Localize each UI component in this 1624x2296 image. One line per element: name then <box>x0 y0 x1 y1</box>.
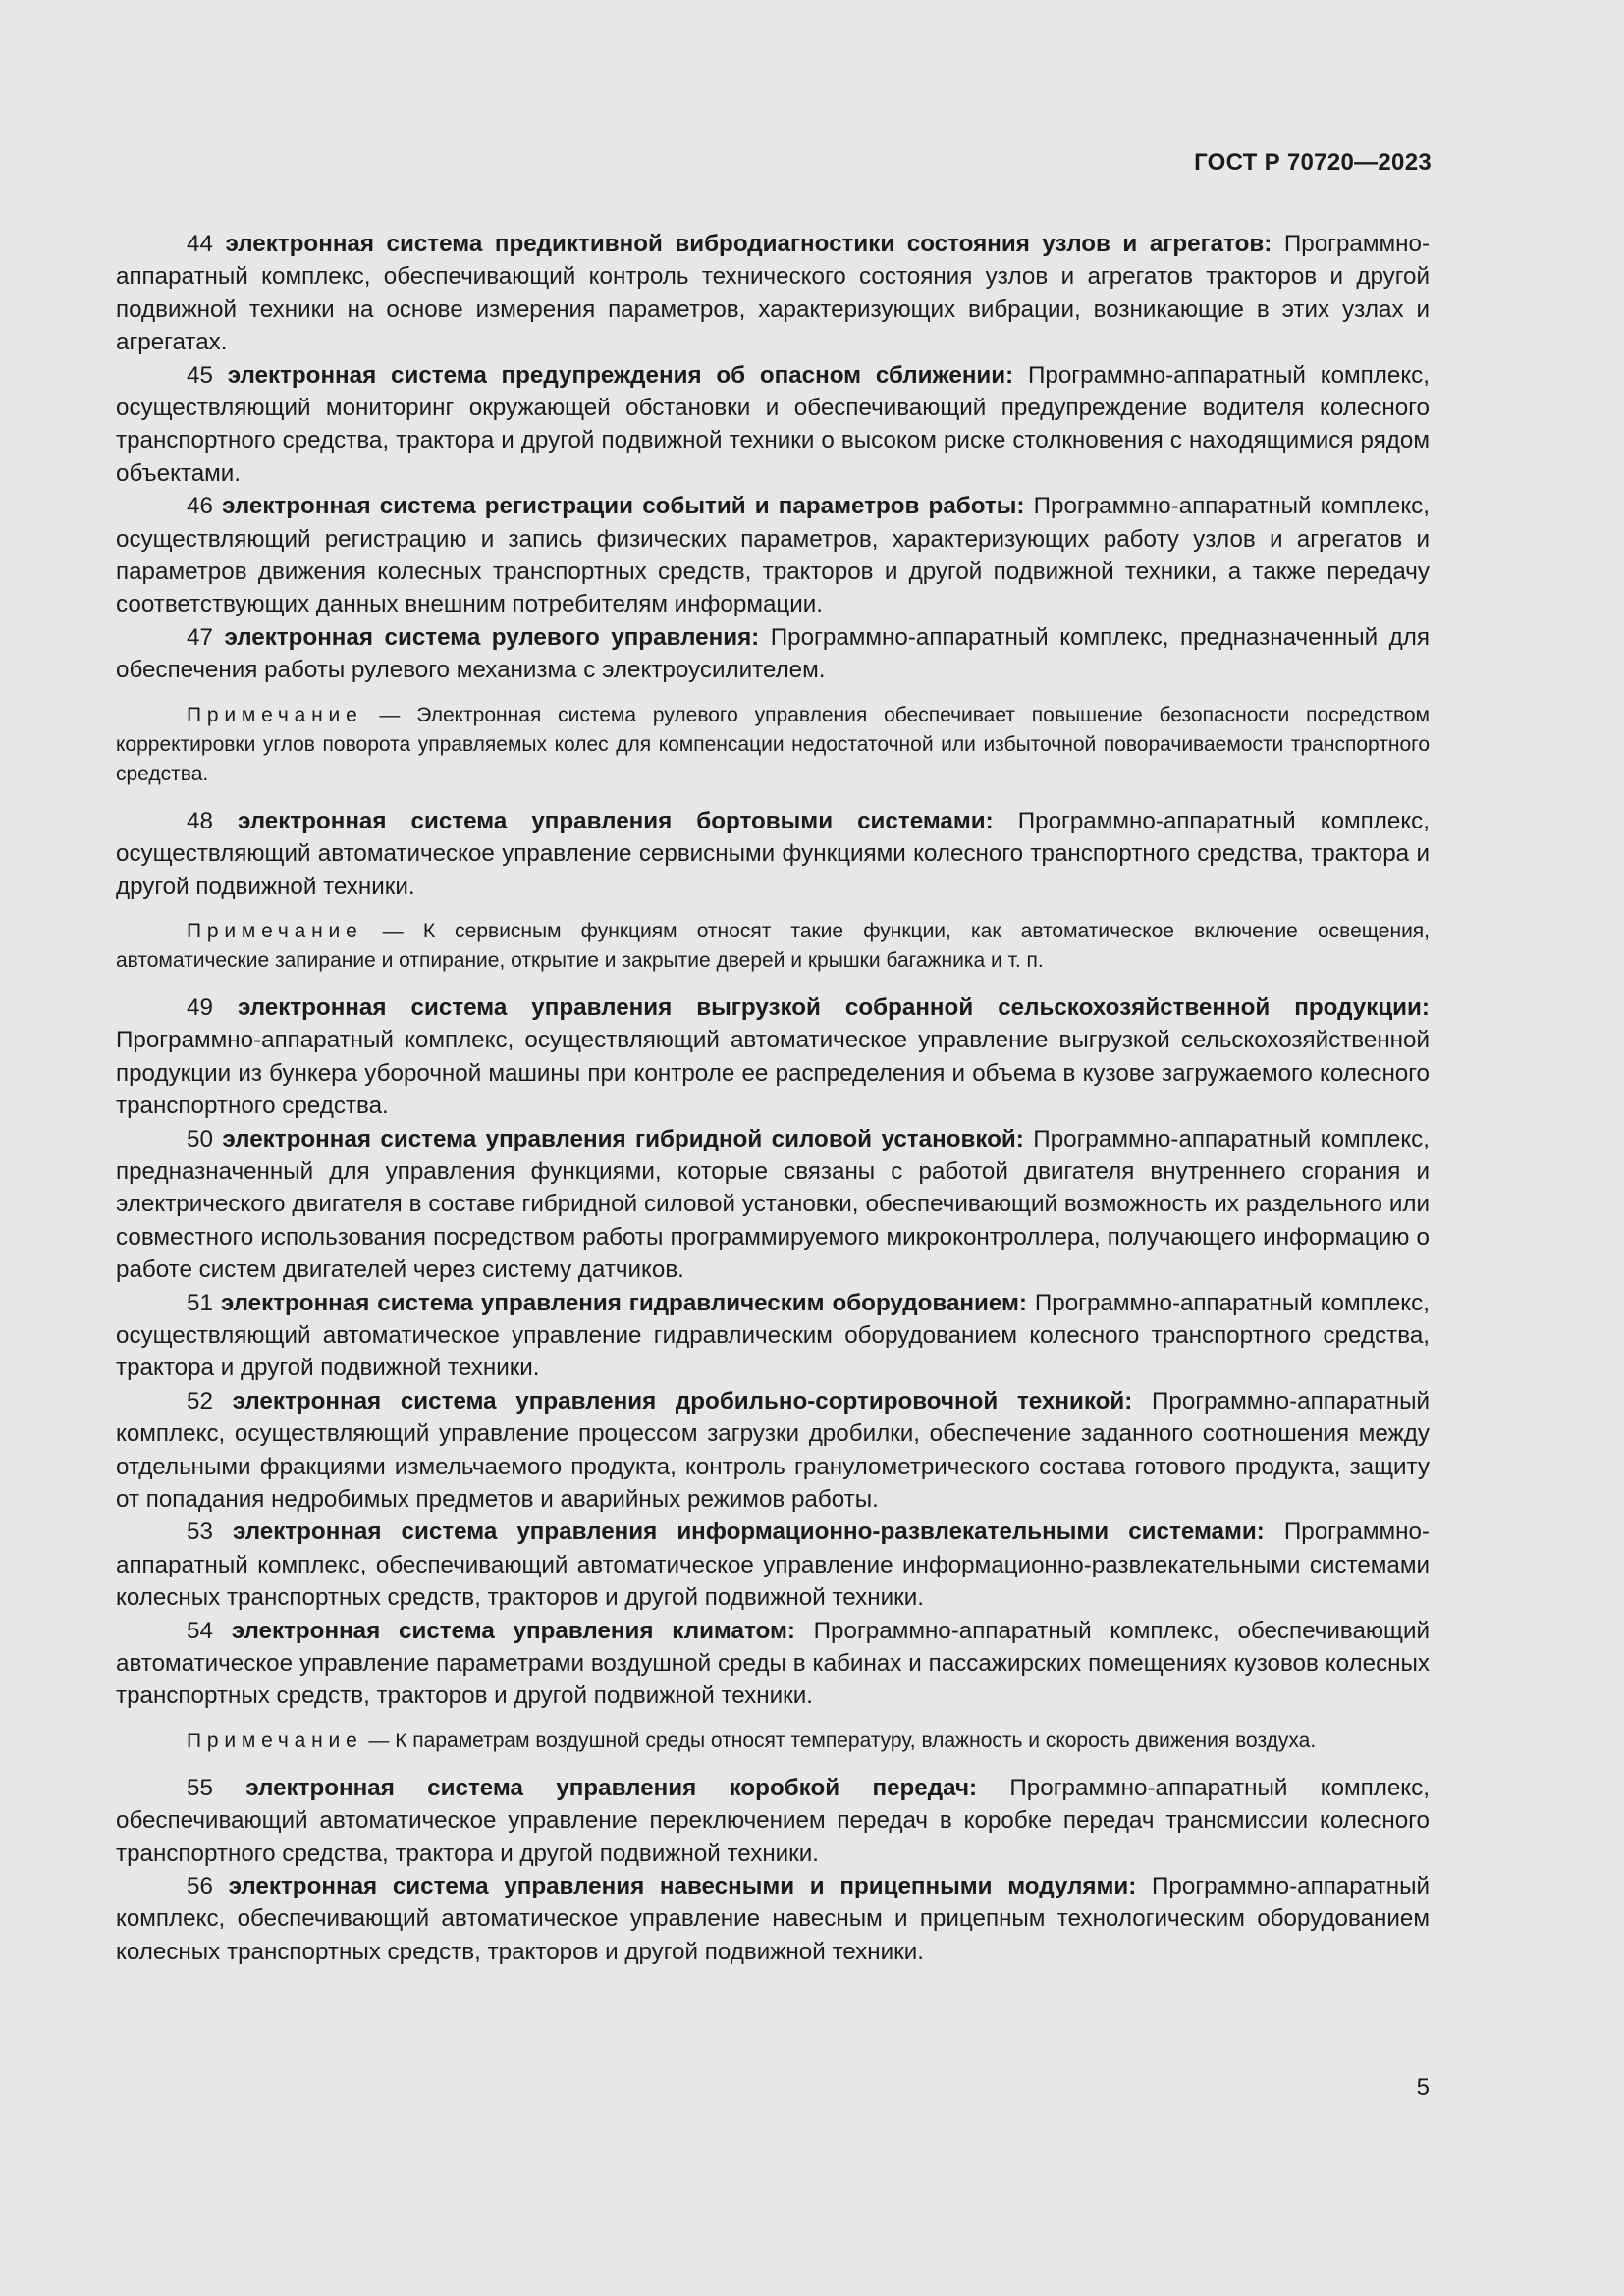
note-label: Примечание <box>187 919 363 942</box>
note-label: Примечание <box>187 703 363 726</box>
term-number: 49 <box>187 993 213 1021</box>
term-title: электронная система регистрации событий и параметров работы: <box>222 493 1025 520</box>
term-56 <box>116 1870 1430 1968</box>
term-definition: Программно-аппаратный комплекс, обеспечивающий автоматическое управление параметрами воздушной среды в кабинах и пассажирских помещениях кузовов колесных транспортных средств, тракторов и другой подвижной техники. <box>116 1617 1430 1710</box>
note-text: К сервисным функциям относят такие функции, как автоматическое включение освещения, автоматические запирание и отпирание, открытие и закрытие дверей и крышки багажника и т. п. <box>116 919 1431 972</box>
document-body <box>116 228 1430 1968</box>
document-header: ГОСТ Р 70720—2023 <box>1194 149 1432 176</box>
term-number: 52 <box>187 1387 213 1415</box>
term-title: электронная система рулевого управления: <box>224 623 760 651</box>
term-number: 46 <box>187 493 213 520</box>
term-46 <box>116 490 1430 621</box>
term-definition: Программно-аппаратный комплекс, осуществляющий регистрацию и запись физических параметров, характеризующих работу узлов и агрегатов и параметров движения колесных транспортных средств, тракторов и другой подвижной техники, а также передачу соответствующих данных внешним потребителям информации. <box>116 493 1430 618</box>
page-number: 5 <box>1416 2074 1430 2101</box>
term-definition: Программно-аппаратный комплекс, обеспечивающий автоматическое управление переключением передач в коробке передач трансмиссии колесного транспортного средства, трактора и другой подвижной техники. <box>116 1774 1430 1867</box>
term-definition: Программно-аппаратный комплекс, осуществляющий управление процессом загрузки дробилки, обеспечение заданного соотношения между отдельными фракциями измельчаемого продукта, контроль гранулометрического состава готового продукта, защиту от попадания недробимых предметов и аварийных режимов работы. <box>116 1387 1430 1513</box>
term-title: электронная система управления выгрузкой собранной сельскохозяйственной продукции: <box>237 993 1430 1021</box>
note-dash: — <box>362 703 417 726</box>
term-number: 56 <box>187 1873 213 1900</box>
term-number: 50 <box>187 1125 213 1152</box>
term-45 <box>116 359 1430 491</box>
term-definition: Программно-аппаратный комплекс, предназначенный для управления функциями, которые связаны с работой двигателя внутреннего сгорания и электрического двигателя в составе гибридной силовой установки, обеспечивающий возможность их раздельного или совместного использования посредством работы программируемого микроконтроллера, получающего информацию о работе систем двигателей через систему датчиков. <box>116 1125 1430 1284</box>
note-47 <box>116 701 1430 789</box>
note-text: Электронная система рулевого управления обеспечивает повышение безопасности посредством корректировки углов поворота управляемых колес для компенсации недостаточной или избыточной поворачиваемости транспортного средства. <box>116 703 1430 785</box>
term-48 <box>116 805 1430 903</box>
term-number: 45 <box>187 361 213 389</box>
term-52 <box>116 1385 1430 1517</box>
note-54 <box>116 1727 1430 1756</box>
term-definition: Программно-аппаратный комплекс, предназначенный для обеспечения работы рулевого механизма с электроусилителем. <box>116 623 1430 684</box>
term-title: электронная система предиктивной вибродиагностики состояния узлов и агрегатов: <box>225 231 1272 257</box>
term-definition: Программно-аппаратный комплекс, обеспечивающий автоматическое управление навесным и прицепным технологическим оборудованием колесных транспортных средств, тракторов и другой подвижной техники. <box>116 1873 1430 1965</box>
term-definition: Программно-аппаратный комплекс, обеспечивающий контроль технического состояния узлов и агрегатов тракторов и другой подвижной техники на основе измерения параметров, характеризующих вибрации, возникающие в этих узлах и агрегатах. <box>116 231 1430 356</box>
term-number: 44 <box>187 231 213 257</box>
note-text: К параметрам воздушной среды относят температуру, влажность и скорость движения воздуха. <box>395 1729 1317 1752</box>
note-dash: — <box>362 1729 396 1752</box>
term-number: 47 <box>187 623 213 651</box>
term-53 <box>116 1516 1430 1614</box>
term-number: 55 <box>187 1774 213 1801</box>
term-49 <box>116 991 1430 1123</box>
note-label: Примечание <box>187 1729 363 1752</box>
term-number: 51 <box>187 1289 213 1316</box>
term-title: электронная система управления бортовыми системами: <box>237 807 994 834</box>
term-number: 53 <box>187 1519 213 1546</box>
term-definition: Программно-аппаратный комплекс, осуществляющий автоматическое управление сервисными функциями колесного транспортного средства, трактора и другой подвижной техники. <box>116 807 1430 900</box>
term-50 <box>116 1123 1430 1287</box>
note-48 <box>116 917 1430 976</box>
term-51 <box>116 1287 1430 1385</box>
term-number: 48 <box>187 807 213 834</box>
term-number: 54 <box>187 1617 213 1644</box>
term-title: электронная система управления навесными и прицепными модулями: <box>228 1873 1137 1900</box>
term-definition: Программно-аппаратный комплекс, осуществляющий мониторинг окружающей обстановки и обеспечивающий предупреждение водителя колесного транспортного средства, трактора и другой подвижной техники о высоком риске столкновения с находящимися рядом объектами. <box>116 361 1430 487</box>
note-dash: — <box>362 919 423 942</box>
term-title: электронная система управления коробкой передач: <box>245 1774 978 1801</box>
term-title: электронная система предупреждения об опасном сближении: <box>227 361 1014 389</box>
term-title: электронная система управления климатом: <box>231 1617 795 1644</box>
term-title: электронная система управления дробильно-сортировочной техникой: <box>232 1387 1133 1415</box>
term-54 <box>116 1615 1430 1713</box>
term-55 <box>116 1772 1430 1870</box>
term-definition: Программно-аппаратный комплекс, осуществляющий автоматическое управление выгрузкой сельскохозяйственной продукции из бункера уборочной машины при контроле ее распределения и объема в кузове загружаемого колесного транспортного средства. <box>116 1027 1430 1120</box>
term-title: электронная система управления информационно-развлекательными системами: <box>232 1519 1265 1546</box>
term-title: электронная система управления гибридной силовой установкой: <box>222 1125 1024 1152</box>
term-47 <box>116 621 1430 687</box>
term-definition: Программно-аппаратный комплекс, обеспечивающий автоматическое управление информационно-развлекательными системами колесных транспортных средств, тракторов и другой подвижной техники. <box>116 1519 1430 1612</box>
term-44 <box>116 228 1430 359</box>
term-definition: Программно-аппаратный комплекс, осуществляющий автоматическое управление гидравлическим оборудованием колесного транспортного средства, трактора и другой подвижной техники. <box>116 1289 1430 1382</box>
term-title: электронная система управления гидравлическим оборудованием: <box>220 1289 1027 1316</box>
